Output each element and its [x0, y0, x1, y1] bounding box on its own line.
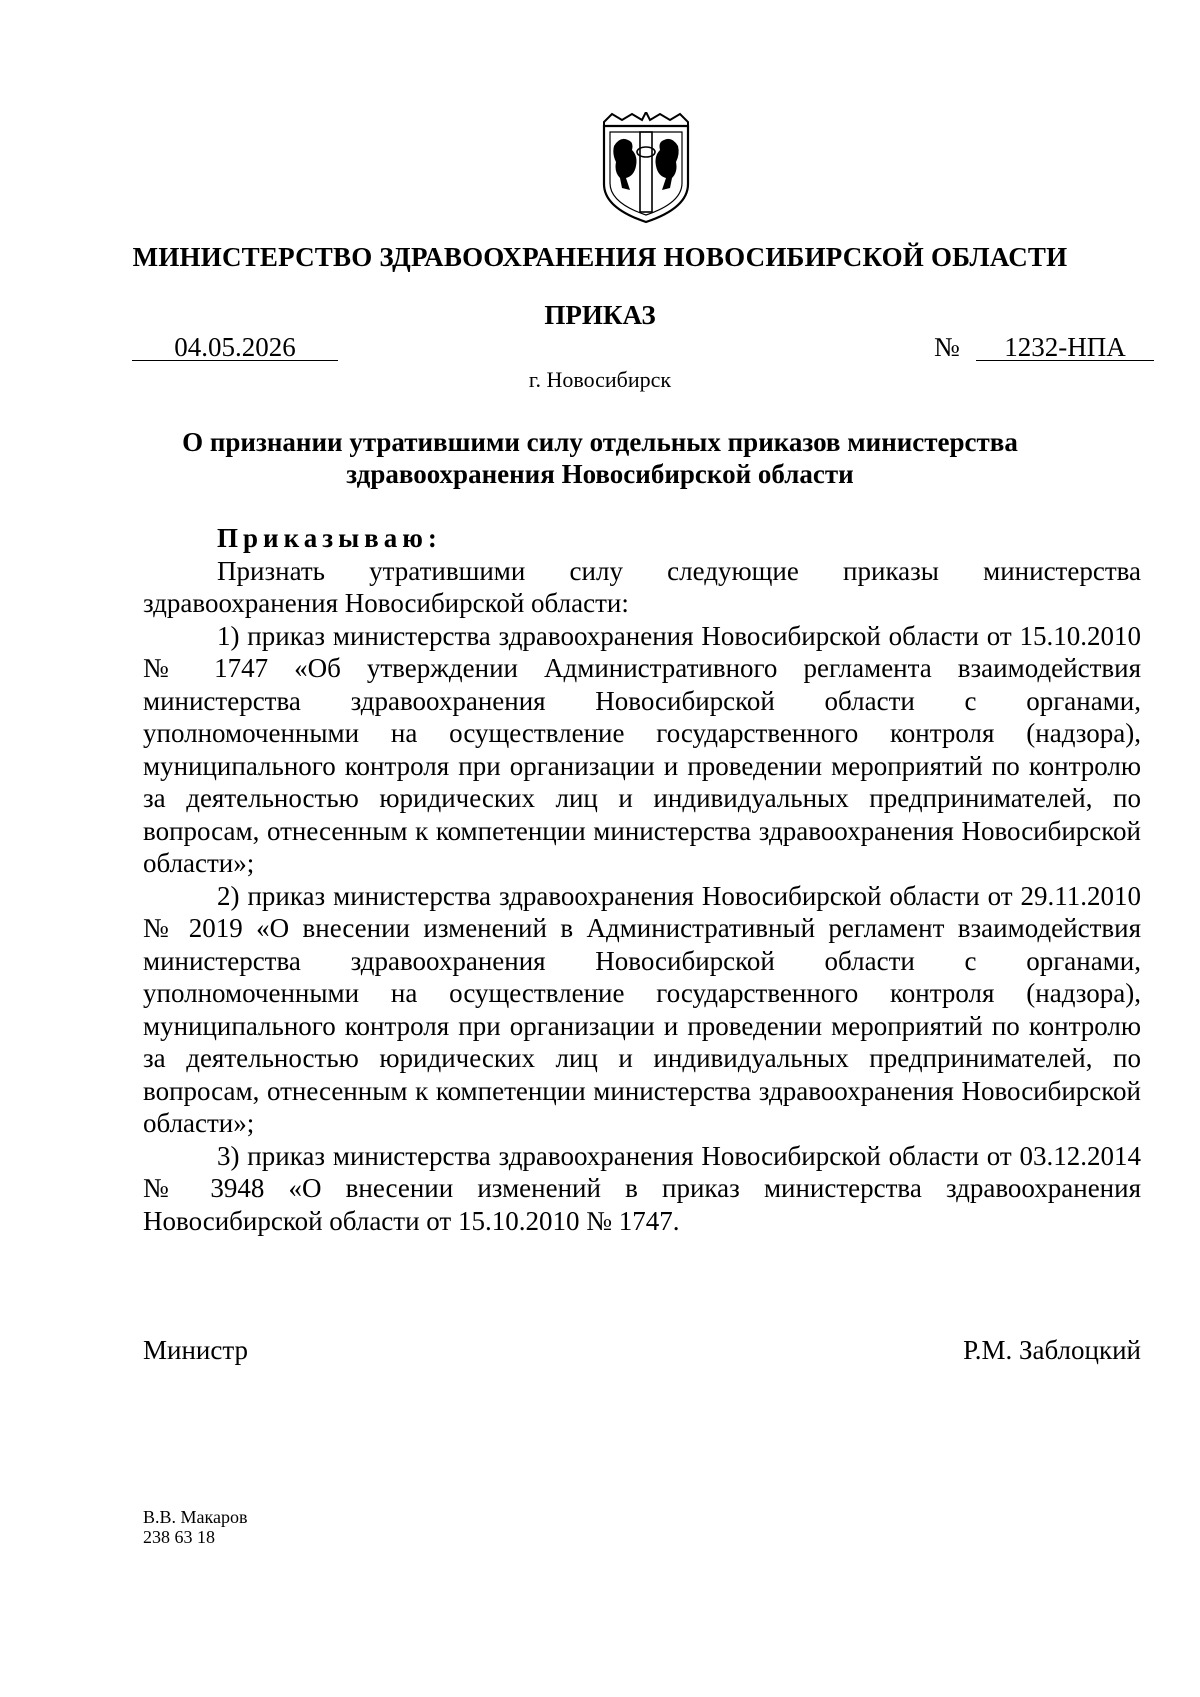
coat-of-arms-icon: [598, 112, 694, 224]
number-sign: №: [934, 332, 960, 362]
list-item: 1) приказ министерства здравоохранения Новосибирской области от 15.10.2010 № 1747 «Об утверждении Административного регламента взаимодействия министерства здравоохранения Новосибирской области с органами, уполномоченными на осуществление государственного контроля (надзора), муниципального контроля при организации и проведении мероприятий по контролю за деятельностью юридических лиц и индивидуальных предпринимателей, по вопросам, отнесенным к компетенции министерства здравоохранения Новосибирской области»;: [143, 620, 1141, 878]
document-number: 1232-НПА: [976, 334, 1154, 361]
list-item: 3) приказ министерства здравоохранения Новосибирской области от 03.12.2014 № 3948 «О внесении изменений в приказ министерства здравоохранения Новосибирской области от 15.10.2010 № 1747.: [143, 1140, 1141, 1236]
signer-position: Министр: [143, 1335, 248, 1365]
executor-name: В.В. Макаров: [143, 1507, 248, 1527]
order-verb: Приказываю:: [217, 523, 442, 553]
document-body: [143, 522, 1141, 1237]
body-intro: Признать утратившими силу следующие приказы министерства здравоохранения Новосибирской области:: [143, 555, 1141, 618]
document-type: ПРИКАЗ: [544, 300, 656, 330]
document-city: г. Новосибирск: [528, 367, 672, 392]
document-date: 04.05.2026: [132, 334, 338, 361]
list-item: 2) приказ министерства здравоохранения Новосибирской области от 29.11.2010 № 2019 «О внесении изменений в Административный регламент взаимодействия министерства здравоохранения Новосибирской области с органами, уполномоченными на осуществление государственного контроля (надзора), муниципального контроля при организации и проведении мероприятий по контролю за деятельностью юридических лиц и индивидуальных предпринимателей, по вопросам, отнесенным к компетенции министерства здравоохранения Новосибирской области»;: [143, 880, 1141, 1138]
executor-block: [143, 1507, 247, 1547]
signer-name: Р.М. Заблоцкий: [963, 1335, 1141, 1365]
ministry-name: МИНИСТЕРСТВО ЗДРАВООХРАНЕНИЯ НОВОСИБИРСКОЙ ОБЛАСТИ: [132, 242, 1068, 272]
document-title: О признании утратившими силу отдельных приказов министерства здравоохранения Новосибирской области: [182, 427, 1018, 489]
executor-phone: 238 63 18: [143, 1527, 215, 1547]
